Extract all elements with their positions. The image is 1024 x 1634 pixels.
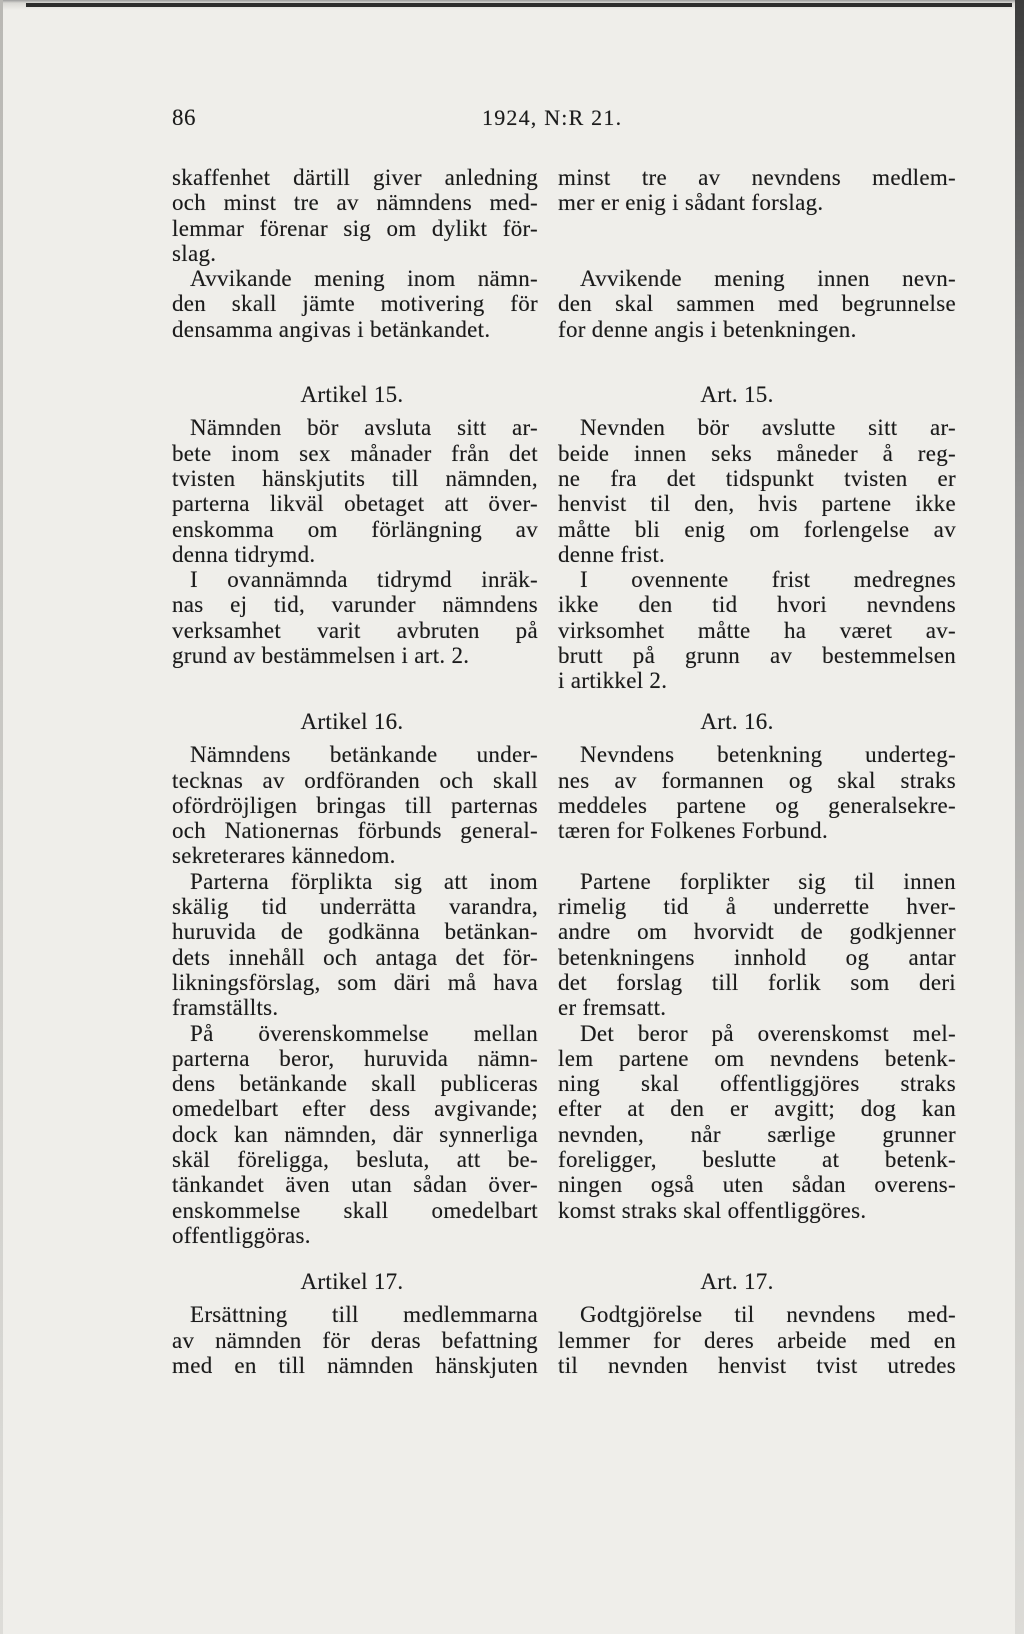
norwegian-paragraph	[558, 742, 956, 868]
text-line: Partene forplikter sig til innen	[580, 868, 956, 894]
text-line: Ersättning till medlemmarna	[190, 1302, 538, 1328]
norwegian-paragraph	[558, 266, 956, 342]
paragraph-pair	[172, 869, 956, 1021]
norwegian-article-heading: Art. 16.	[700, 709, 774, 735]
text-line: I ovannämnda tidrymd inräk-	[190, 567, 538, 593]
text-line: parterna beror, huruvida nämn-	[172, 1045, 538, 1071]
swedish-paragraph	[172, 567, 538, 693]
text-line: framställts.	[172, 995, 279, 1021]
text-line: bete inom sex månader från det	[172, 440, 538, 466]
text-line: med en till nämnden hänskjuten	[172, 1352, 538, 1378]
text-line: er fremsatt.	[558, 995, 667, 1021]
norwegian-paragraph	[558, 1302, 956, 1378]
norwegian-article-heading: Art. 17.	[700, 1269, 774, 1295]
text-line: densamma angivas i betänkandet.	[172, 316, 491, 342]
text-line: Nevndens betenkning underteg-	[580, 742, 956, 768]
norwegian-paragraph	[558, 165, 956, 266]
text-line: minst tre av nevndens medlem-	[558, 165, 956, 190]
article-heading-row	[172, 382, 956, 407]
swedish-paragraph	[172, 869, 538, 1021]
text-line: tecknas av ordföranden och skall	[172, 767, 538, 793]
swedish-article-heading: Artikel 16.	[300, 709, 404, 735]
text-line: I ovennente frist medregnes	[580, 567, 956, 593]
text-line: ning skal offentliggjöres straks	[558, 1071, 956, 1097]
norwegian-paragraph	[558, 567, 956, 693]
text-line: mer er enig i sådant forslag.	[558, 190, 824, 216]
text-line: Det beror på overenskomst mel-	[580, 1020, 956, 1046]
article-heading-row	[172, 1269, 956, 1294]
text-line: tæren for Folkenes Forbund.	[558, 818, 829, 844]
article-section	[172, 382, 956, 693]
text-line: beide innen seks måneder å reg-	[558, 440, 956, 466]
text-line: skaffenhet därtill giver anledning	[172, 165, 538, 190]
text-line: Avvikande mening inom nämn-	[190, 266, 538, 292]
text-line: dock kan nämnden, där synnerliga	[172, 1121, 538, 1147]
text-line: brutt på grunn av bestemmelsen	[558, 643, 956, 669]
text-line: dens betänkande skall publiceras	[172, 1071, 538, 1097]
text-line: nevnden, når særlige grunner	[558, 1121, 956, 1147]
text-line: efter at den er avgitt; dog kan	[558, 1096, 956, 1122]
text-line: ne fra det tidspunkt tvisten er	[558, 465, 956, 491]
text-line: omedelbart efter dess avgivande;	[172, 1096, 538, 1122]
text-line: Avvikende mening innen nevn-	[580, 266, 956, 292]
text-line: lemmer for deres arbeide med en	[558, 1327, 956, 1353]
swedish-article-heading: Artikel 15.	[300, 382, 404, 408]
page-number: 86	[172, 105, 196, 130]
text-line: offentliggöras.	[172, 1222, 311, 1248]
paragraph-pair	[172, 165, 956, 266]
text-line: komst straks skal offentliggöres.	[558, 1197, 867, 1223]
swedish-paragraph	[172, 415, 538, 567]
text-line: grund av bestämmelsen i art. 2.	[172, 643, 470, 669]
text-line: Nevnden bör avslutte sitt ar-	[580, 415, 956, 441]
running-head	[0, 104, 1024, 132]
article-section	[172, 165, 956, 342]
text-line: meddeles partene og generalsekre-	[558, 792, 956, 818]
text-line: Nämnden bör avsluta sitt ar-	[190, 415, 538, 441]
text-line: Nämndens betänkande under-	[190, 742, 538, 768]
text-line: skälig tid underrätta varandra,	[172, 894, 538, 920]
text-line: henvist til den, hvis partene ikke	[558, 491, 956, 517]
norwegian-paragraph	[558, 415, 956, 567]
paragraph-pair	[172, 1021, 956, 1249]
swedish-paragraph	[172, 742, 538, 868]
text-line: ningen også uten sådan overens-	[558, 1172, 956, 1198]
swedish-paragraph	[172, 1302, 538, 1378]
text-line: for denne angis i betenkningen.	[558, 316, 857, 342]
swedish-article-heading: Artikel 17.	[300, 1269, 404, 1295]
text-line: det forslag till forlik som deri	[558, 969, 956, 995]
text-line: lemmar förenar sig om dylikt för-	[172, 215, 538, 241]
text-line: i artikkel 2.	[558, 668, 668, 694]
paragraph-pair	[172, 415, 956, 567]
text-line: parterna likväl obetaget att över-	[172, 491, 538, 517]
parallel-text-columns	[172, 165, 956, 1378]
text-line: denna tidrymd.	[172, 541, 316, 567]
text-line: nas ej tid, varunder nämndens	[172, 592, 538, 618]
swedish-paragraph	[172, 1021, 538, 1249]
text-line: Parterna förplikta sig att inom	[190, 868, 538, 894]
text-line: denne frist.	[558, 541, 666, 567]
norwegian-article-heading: Art. 15.	[700, 382, 774, 408]
text-line: andre om hvorvidt de godkjenner	[558, 919, 956, 945]
text-line: dets innehåll och antaga det för-	[172, 944, 538, 970]
text-line: måtte bli enig om forlengelse av	[558, 516, 956, 542]
article-section	[172, 709, 956, 1248]
text-line: virksomhet måtte ha været av-	[558, 617, 956, 643]
swedish-paragraph	[172, 165, 538, 266]
text-line: rimelig tid å underrette hver-	[558, 894, 956, 920]
swedish-paragraph	[172, 266, 538, 342]
text-line: foreligger, beslutte at betenk-	[558, 1147, 956, 1173]
text-line: slag.	[172, 240, 217, 266]
text-line: sekreterares kännedom.	[172, 843, 396, 869]
text-line: och Nationernas förbunds general-	[172, 818, 538, 844]
text-line: tvisten hänskjutits till nämnden,	[172, 465, 538, 491]
text-line: likningsförslag, som däri må hava	[172, 969, 538, 995]
running-head-title: 1924, N:R 21.	[482, 105, 623, 130]
article-section	[172, 1269, 956, 1378]
text-line: lem partene om nevndens betenk-	[558, 1045, 956, 1071]
text-line: Godtgjörelse til nevndens med-	[580, 1302, 956, 1328]
text-line: nes av formannen og skal straks	[558, 767, 956, 793]
text-line: ikke den tid hvori nevndens	[558, 592, 956, 618]
text-line: tänkandet även utan sådan över-	[172, 1172, 538, 1198]
paragraph-pair	[172, 1302, 956, 1378]
norwegian-paragraph	[558, 869, 956, 1021]
text-line: den skall jämte motivering för	[172, 291, 538, 317]
text-line: av nämnden för deras befattning	[172, 1327, 538, 1353]
text-line: enskomma om förlängning av	[172, 516, 538, 542]
article-heading-row	[172, 709, 956, 734]
paragraph-pair	[172, 742, 956, 868]
norwegian-paragraph	[558, 1021, 956, 1249]
text-line: ofördröjligen bringas till parternas	[172, 792, 538, 818]
text-line: betenkningens innhold og antar	[558, 944, 956, 970]
text-line: På överenskommelse mellan	[190, 1020, 538, 1046]
text-line: och minst tre av nämndens med-	[172, 190, 538, 216]
text-line: verksamhet varit avbruten på	[172, 617, 538, 643]
scan-edge-right	[1015, 0, 1024, 1634]
paragraph-pair	[172, 567, 956, 693]
text-line: skäl föreligga, besluta, att be-	[172, 1147, 538, 1173]
text-line: den skal sammen med begrunnelse	[558, 291, 956, 317]
paragraph-pair	[172, 266, 956, 342]
text-line: enskommelse skall omedelbart	[172, 1197, 538, 1223]
scan-edge-top-line	[26, 3, 1012, 7]
text-line: huruvida de godkänna betänkan-	[172, 919, 538, 945]
scan-edge-left	[0, 0, 3, 1634]
text-line: til nevnden henvist tvist utredes	[558, 1352, 956, 1378]
